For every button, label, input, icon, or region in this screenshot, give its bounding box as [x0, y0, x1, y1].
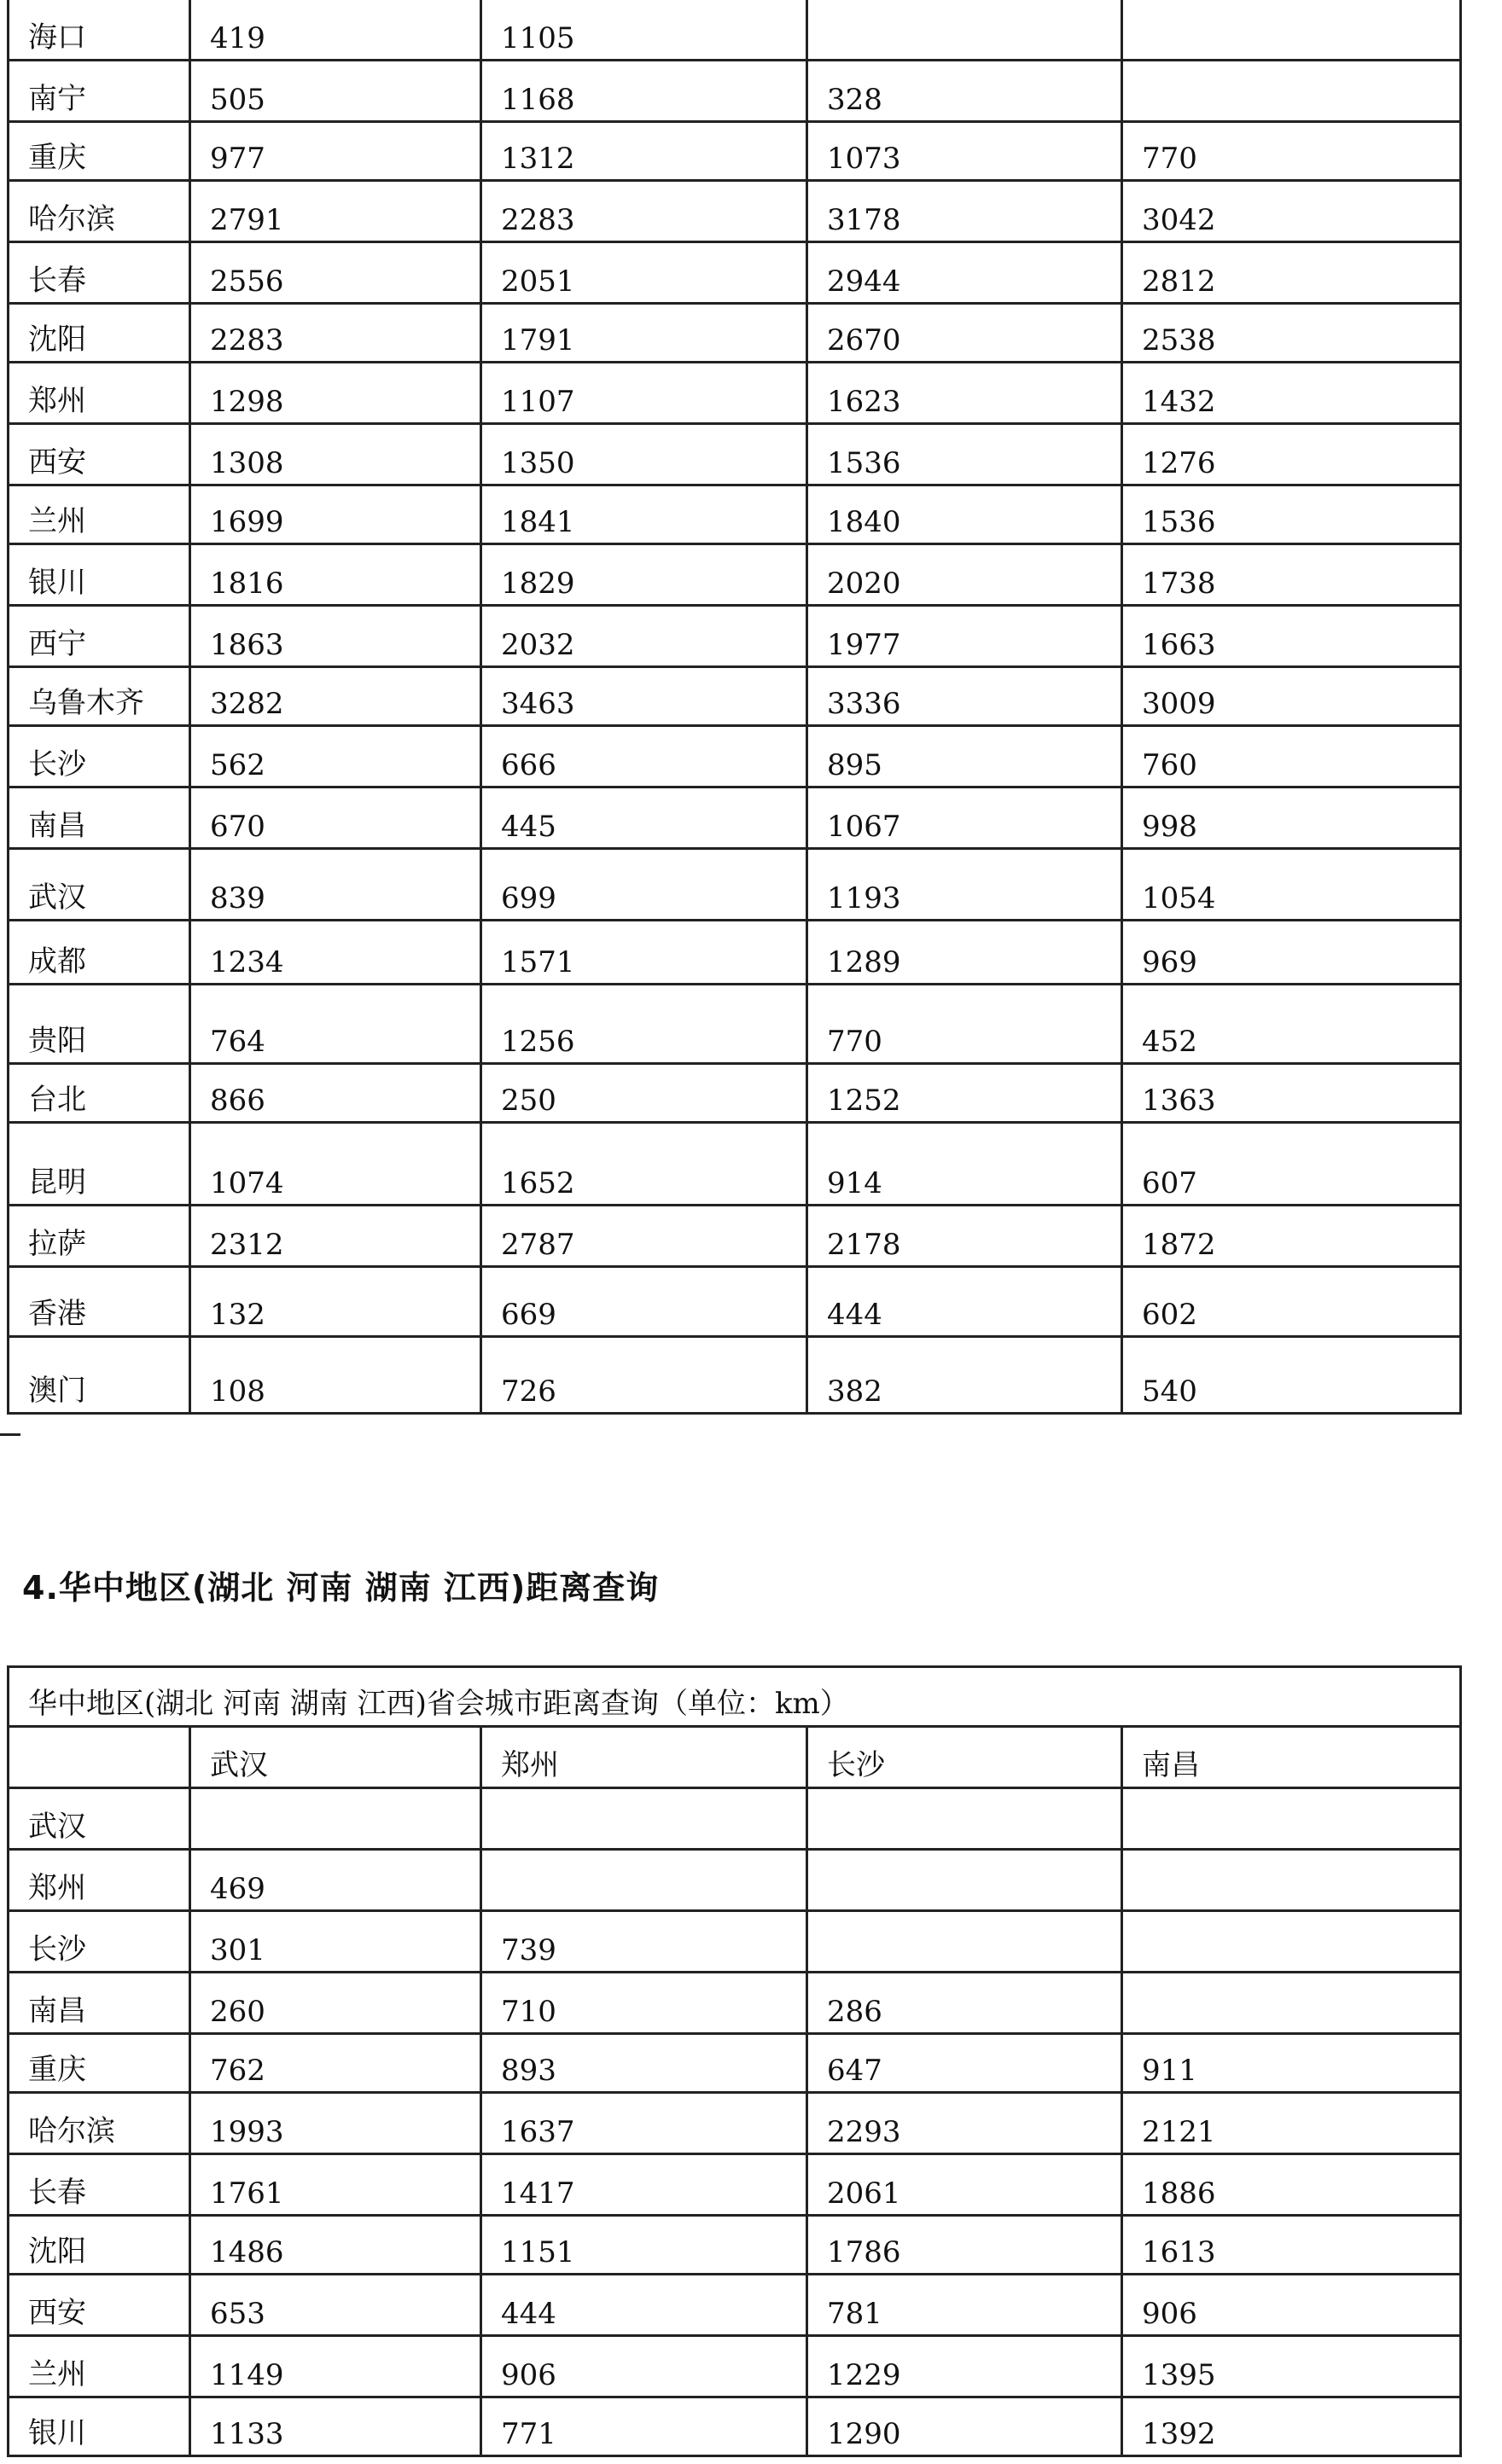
distance-cell: 2051 — [481, 241, 807, 303]
distance-cell: 2791 — [190, 180, 481, 241]
table-row — [9, 2397, 1461, 2456]
distance-cell: 1229 — [807, 2336, 1122, 2397]
distance-cell: 1073 — [807, 121, 1122, 180]
distance-cell: 2556 — [190, 241, 481, 303]
caption-row — [9, 1667, 1461, 1727]
distance-cell: 653 — [190, 2275, 481, 2336]
city-cell: 贵阳 — [9, 984, 190, 1063]
distance-cell: 1652 — [481, 1122, 807, 1205]
distance-cell: 419 — [190, 0, 481, 60]
table-row — [9, 666, 1461, 725]
table-corner-mark — [0, 1433, 20, 1436]
central-china-distance-table — [7, 1665, 1462, 2457]
city-cell: 西安 — [9, 423, 190, 485]
distance-cell: 328 — [807, 60, 1122, 121]
city-cell: 沈阳 — [9, 2216, 190, 2275]
distance-cell: 669 — [481, 1266, 807, 1336]
city-cell: 成都 — [9, 920, 190, 984]
distance-cell: 1840 — [807, 485, 1122, 543]
distance-cell: 505 — [190, 60, 481, 121]
distance-cell: 444 — [807, 1266, 1122, 1336]
distance-cell: 914 — [807, 1122, 1122, 1205]
distance-cell: 286 — [807, 1973, 1122, 2034]
distance-cell: 699 — [481, 848, 807, 920]
distance-cell: 2812 — [1122, 241, 1461, 303]
distance-cell: 2061 — [807, 2154, 1122, 2216]
table-row — [9, 2275, 1461, 2336]
column-header: 武汉 — [190, 1727, 481, 1788]
distance-cell: 2032 — [481, 605, 807, 666]
table-row — [9, 1205, 1461, 1266]
city-cell: 西安 — [9, 2275, 190, 2336]
distance-cell: 3336 — [807, 666, 1122, 725]
distance-cell: 2020 — [807, 543, 1122, 605]
table-row — [9, 1788, 1461, 1850]
distance-cell: 1395 — [1122, 2336, 1461, 2397]
city-cell: 哈尔滨 — [9, 2093, 190, 2154]
distance-cell: 1234 — [190, 920, 481, 984]
distance-cell: 3178 — [807, 180, 1122, 241]
distance-cell: 1298 — [190, 362, 481, 423]
city-cell: 兰州 — [9, 485, 190, 543]
distance-cell: 1623 — [807, 362, 1122, 423]
distance-cell: 2312 — [190, 1205, 481, 1266]
distance-cell: 132 — [190, 1266, 481, 1336]
column-header: 南昌 — [1122, 1727, 1461, 1788]
distance-cell — [190, 1788, 481, 1850]
distance-cell: 771 — [481, 2397, 807, 2456]
header-row — [9, 1727, 1461, 1788]
distance-cell: 3042 — [1122, 180, 1461, 241]
city-cell: 昆明 — [9, 1122, 190, 1205]
table-row — [9, 121, 1461, 180]
distance-cell: 2787 — [481, 1205, 807, 1266]
distance-cell: 1308 — [190, 423, 481, 485]
distance-cell: 1816 — [190, 543, 481, 605]
distance-cell: 1392 — [1122, 2397, 1461, 2456]
table-row — [9, 920, 1461, 984]
distance-cell — [1122, 1973, 1461, 2034]
city-cell: 香港 — [9, 1266, 190, 1336]
city-cell: 沈阳 — [9, 303, 190, 362]
distance-cell — [807, 1788, 1122, 1850]
distance-cell: 1151 — [481, 2216, 807, 2275]
distance-cell: 1133 — [190, 2397, 481, 2456]
table-row — [9, 2336, 1461, 2397]
table-row — [9, 605, 1461, 666]
table-body — [9, 0, 1461, 1413]
distance-cell: 866 — [190, 1063, 481, 1122]
table-row — [9, 1063, 1461, 1122]
distance-cell — [1122, 1788, 1461, 1850]
distance-cell: 445 — [481, 787, 807, 848]
column-header: 长沙 — [807, 1727, 1122, 1788]
distance-cell: 1105 — [481, 0, 807, 60]
distance-cell: 2293 — [807, 2093, 1122, 2154]
distance-cell: 1791 — [481, 303, 807, 362]
distance-cell: 739 — [481, 1911, 807, 1973]
city-cell: 南昌 — [9, 1973, 190, 2034]
table-row — [9, 1911, 1461, 1973]
table-row — [9, 180, 1461, 241]
distance-cell: 1432 — [1122, 362, 1461, 423]
distance-cell: 540 — [1122, 1336, 1461, 1413]
distance-cell — [807, 1911, 1122, 1973]
distance-cell: 1977 — [807, 605, 1122, 666]
distance-cell — [481, 1850, 807, 1911]
city-cell: 海口 — [9, 0, 190, 60]
distance-cell: 1256 — [481, 984, 807, 1063]
city-cell: 南宁 — [9, 60, 190, 121]
distance-cell: 2944 — [807, 241, 1122, 303]
distance-cell: 1536 — [807, 423, 1122, 485]
distance-cell: 1699 — [190, 485, 481, 543]
table-row — [9, 1850, 1461, 1911]
distance-cell — [1122, 0, 1461, 60]
distance-cell: 906 — [1122, 2275, 1461, 2336]
distance-cell: 1663 — [1122, 605, 1461, 666]
city-cell: 拉萨 — [9, 1205, 190, 1266]
distance-cell: 710 — [481, 1973, 807, 2034]
distance-cell: 1417 — [481, 2154, 807, 2216]
distance-cell: 2121 — [1122, 2093, 1461, 2154]
distance-cell: 893 — [481, 2034, 807, 2093]
city-cell: 长沙 — [9, 1911, 190, 1973]
distance-cell: 1290 — [807, 2397, 1122, 2456]
city-cell: 长沙 — [9, 725, 190, 787]
city-cell: 郑州 — [9, 1850, 190, 1911]
column-header: 郑州 — [481, 1727, 807, 1788]
distance-cell: 1486 — [190, 2216, 481, 2275]
table-row — [9, 1266, 1461, 1336]
distance-cell: 1571 — [481, 920, 807, 984]
distance-cell: 969 — [1122, 920, 1461, 984]
distance-cell: 1863 — [190, 605, 481, 666]
distance-cell: 781 — [807, 2275, 1122, 2336]
distance-cell: 444 — [481, 2275, 807, 2336]
distance-cell: 764 — [190, 984, 481, 1063]
distance-cell — [1122, 1911, 1461, 1973]
distance-cell: 1363 — [1122, 1063, 1461, 1122]
distance-cell: 1886 — [1122, 2154, 1461, 2216]
table-body — [9, 1667, 1461, 2456]
distance-cell — [1122, 1850, 1461, 1911]
distance-cell: 2283 — [481, 180, 807, 241]
distance-cell: 647 — [807, 2034, 1122, 2093]
table-row — [9, 362, 1461, 423]
distance-cell: 2283 — [190, 303, 481, 362]
distance-cell: 3463 — [481, 666, 807, 725]
city-cell: 重庆 — [9, 121, 190, 180]
distance-cell: 452 — [1122, 984, 1461, 1063]
distance-cell — [481, 1788, 807, 1850]
table-row — [9, 984, 1461, 1063]
distance-cell: 998 — [1122, 787, 1461, 848]
table-row — [9, 60, 1461, 121]
city-cell: 长春 — [9, 2154, 190, 2216]
city-cell: 台北 — [9, 1063, 190, 1122]
distance-cell: 762 — [190, 2034, 481, 2093]
distance-cell: 839 — [190, 848, 481, 920]
distance-cell: 1786 — [807, 2216, 1122, 2275]
distance-cell: 301 — [190, 1911, 481, 1973]
distance-cell: 1536 — [1122, 485, 1461, 543]
distance-cell: 1738 — [1122, 543, 1461, 605]
city-cell: 银川 — [9, 2397, 190, 2456]
distance-cell: 1829 — [481, 543, 807, 605]
distance-cell — [1122, 60, 1461, 121]
distance-cell: 770 — [1122, 121, 1461, 180]
distance-cell: 911 — [1122, 2034, 1461, 2093]
table-row — [9, 1973, 1461, 2034]
city-cell: 银川 — [9, 543, 190, 605]
section-heading: 4.华中地区(湖北 河南 湖南 江西)距离查询 — [22, 1569, 660, 1607]
table-row — [9, 241, 1461, 303]
distance-cell: 666 — [481, 725, 807, 787]
distance-cell: 2538 — [1122, 303, 1461, 362]
city-cell: 郑州 — [9, 362, 190, 423]
table-row — [9, 787, 1461, 848]
distance-cell: 1276 — [1122, 423, 1461, 485]
distance-cell: 906 — [481, 2336, 807, 2397]
table-row — [9, 2034, 1461, 2093]
distance-cell: 1193 — [807, 848, 1122, 920]
distance-cell: 1149 — [190, 2336, 481, 2397]
table-row — [9, 2216, 1461, 2275]
distance-cell: 1761 — [190, 2154, 481, 2216]
distance-cell: 3009 — [1122, 666, 1461, 725]
table-row — [9, 725, 1461, 787]
distance-cell: 250 — [481, 1063, 807, 1122]
distance-table-continued — [7, 0, 1462, 1415]
city-cell: 武汉 — [9, 1788, 190, 1850]
distance-cell: 1107 — [481, 362, 807, 423]
distance-cell: 469 — [190, 1850, 481, 1911]
distance-cell: 108 — [190, 1336, 481, 1413]
table-row — [9, 303, 1461, 362]
table-row — [9, 2154, 1461, 2216]
city-cell: 西宁 — [9, 605, 190, 666]
city-cell: 长春 — [9, 241, 190, 303]
distance-cell: 382 — [807, 1336, 1122, 1413]
distance-cell: 977 — [190, 121, 481, 180]
city-cell: 武汉 — [9, 848, 190, 920]
distance-cell: 2670 — [807, 303, 1122, 362]
city-cell: 乌鲁木齐 — [9, 666, 190, 725]
distance-cell: 770 — [807, 984, 1122, 1063]
city-cell: 重庆 — [9, 2034, 190, 2093]
distance-cell: 1074 — [190, 1122, 481, 1205]
distance-cell: 726 — [481, 1336, 807, 1413]
distance-cell: 760 — [1122, 725, 1461, 787]
city-cell: 南昌 — [9, 787, 190, 848]
distance-cell: 1252 — [807, 1063, 1122, 1122]
distance-cell — [807, 1850, 1122, 1911]
distance-cell: 1289 — [807, 920, 1122, 984]
distance-cell: 2178 — [807, 1205, 1122, 1266]
table-row — [9, 485, 1461, 543]
distance-cell — [807, 0, 1122, 60]
city-cell: 兰州 — [9, 2336, 190, 2397]
distance-cell: 1054 — [1122, 848, 1461, 920]
distance-cell: 1872 — [1122, 1205, 1461, 1266]
distance-cell: 602 — [1122, 1266, 1461, 1336]
distance-cell: 1168 — [481, 60, 807, 121]
table-row — [9, 1336, 1461, 1413]
distance-cell: 607 — [1122, 1122, 1461, 1205]
city-cell: 澳门 — [9, 1336, 190, 1413]
table-caption: 华中地区(湖北 河南 湖南 江西)省会城市距离查询（单位：km） — [9, 1667, 1461, 1727]
table-row — [9, 848, 1461, 920]
distance-cell: 3282 — [190, 666, 481, 725]
table-row — [9, 0, 1461, 60]
distance-cell: 895 — [807, 725, 1122, 787]
table-row — [9, 423, 1461, 485]
table-row — [9, 1122, 1461, 1205]
distance-cell: 562 — [190, 725, 481, 787]
distance-cell: 1841 — [481, 485, 807, 543]
distance-cell: 1613 — [1122, 2216, 1461, 2275]
column-header — [9, 1727, 190, 1788]
table-row — [9, 2093, 1461, 2154]
distance-cell: 1067 — [807, 787, 1122, 848]
distance-cell: 260 — [190, 1973, 481, 2034]
table-row — [9, 543, 1461, 605]
distance-cell: 1350 — [481, 423, 807, 485]
distance-cell: 1637 — [481, 2093, 807, 2154]
distance-cell: 670 — [190, 787, 481, 848]
distance-cell: 1993 — [190, 2093, 481, 2154]
city-cell: 哈尔滨 — [9, 180, 190, 241]
distance-cell: 1312 — [481, 121, 807, 180]
